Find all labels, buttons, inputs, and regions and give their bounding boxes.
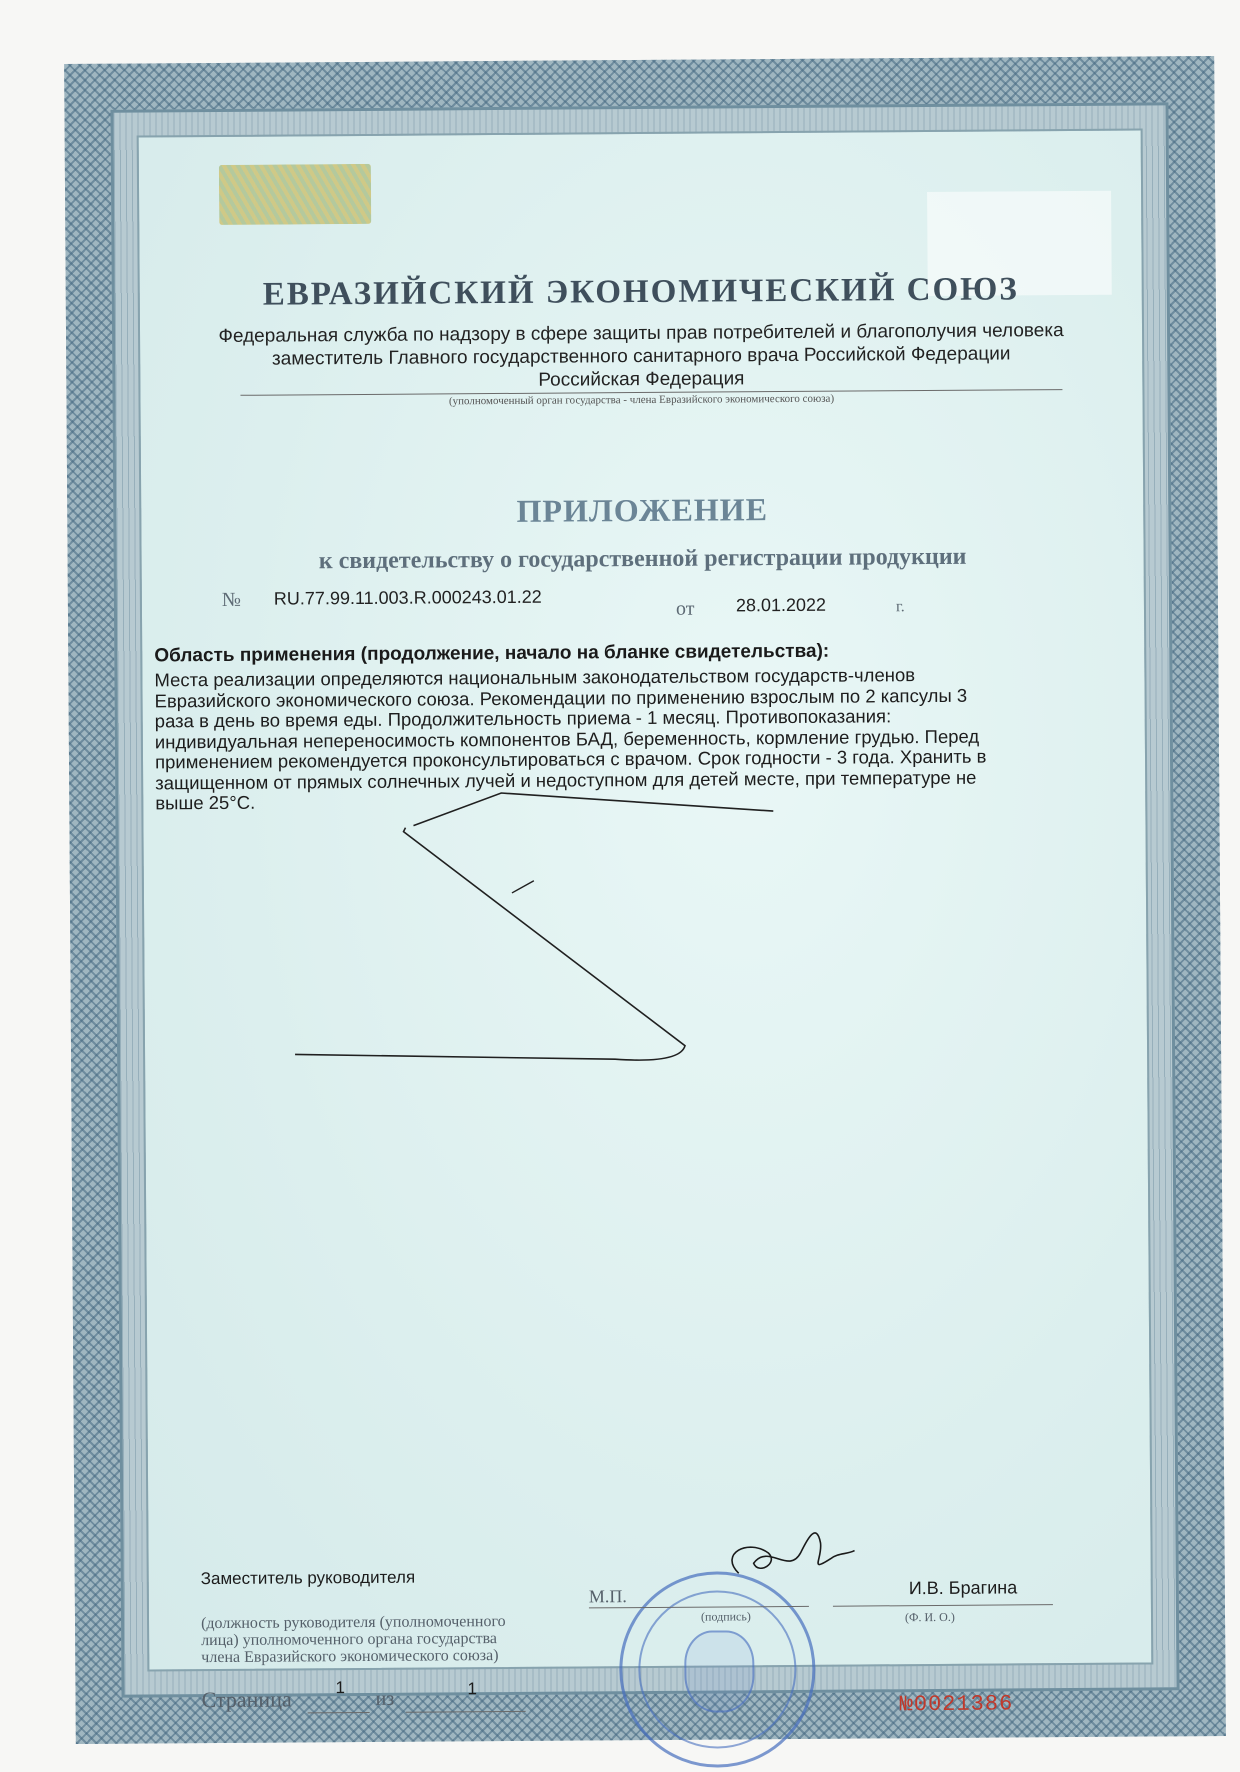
- name-line: [833, 1604, 1053, 1607]
- year-suffix: г.: [895, 598, 905, 616]
- scope-line: раза в день во время еды. Продолжительность приема - 1 месяц. Противопоказания:: [154, 705, 892, 732]
- document-field: [137, 129, 1154, 1718]
- scope-line: индивидуальная непереносимость компонентов БАД, беременность, кормление грудью. Перед: [154, 725, 980, 752]
- certificate-sheet: [64, 56, 1226, 1744]
- name-caption: (Ф. И. О.): [904, 1609, 955, 1625]
- agency-line: заместитель Главного государственного санитарного врача Российской Федерации: [271, 343, 1011, 370]
- position-caption: [201, 1613, 506, 1666]
- registration-number: RU.77.99.11.003.R.000243.01.22: [273, 586, 542, 609]
- serial-number: №0021386: [899, 1691, 1014, 1718]
- registration-date: 28.01.2022: [735, 594, 827, 616]
- page-label: Страница: [201, 1686, 292, 1713]
- eagle-emblem-icon: [684, 1630, 755, 1712]
- signature-caption: (подпись): [700, 1609, 751, 1624]
- scope-line: применением рекомендуется проконсультироваться с врачом. Срок годности - 3 года. Хранить в: [154, 745, 987, 773]
- scope-line: Места реализации определяются национальным законодательством государств-членов: [154, 664, 916, 691]
- page-number: 1: [335, 1678, 346, 1698]
- caption-line: лица) уполномоченного органа государства: [201, 1630, 498, 1650]
- appendix-title: ПРИЛОЖЕНИЕ: [516, 491, 769, 529]
- handwritten-signature: [708, 1513, 859, 1594]
- z-strikeout-mark: [253, 783, 775, 1087]
- official-stamp: [619, 1571, 816, 1768]
- agency-line: Российская Федерация: [538, 368, 745, 391]
- page-total: 1: [467, 1679, 478, 1699]
- number-label: №: [221, 588, 242, 611]
- scope-line: выше 25°С.: [155, 791, 256, 814]
- scope-line: Евразийского экономического союза. Рекомендации по применению взрослым по 2 капсулы 3: [154, 684, 968, 711]
- caption-line: (должность руководителя (уполномоченного: [200, 1612, 506, 1633]
- scope-line: защищенном от прямых солнечных лучей и недоступном для детей месте, при температуре не: [155, 766, 977, 793]
- agency-caption: (уполномоченный орган государства - члена Евразийского экономического союза): [448, 392, 835, 408]
- scope-heading: Область применения (продолжение, начало на бланке свидетельства):: [154, 640, 830, 667]
- date-label: от: [675, 597, 695, 620]
- union-title: ЕВРАЗИЙСКИЙ ЭКОНОМИЧЕСКИЙ СОЮЗ: [262, 271, 1019, 313]
- signer-name: И.В. Брагина: [908, 1577, 1018, 1599]
- of-label: из: [375, 1687, 395, 1710]
- signer-position: Заместитель руководителя: [200, 1567, 416, 1589]
- caption-line: члена Евразийского экономического союза): [201, 1647, 499, 1667]
- hologram-sticker: [219, 164, 371, 225]
- stamp-mark: М.П.: [588, 1586, 627, 1607]
- appendix-subtitle: к свидетельству о государственной регистрации продукции: [318, 543, 967, 575]
- agency-block: [150, 319, 1132, 395]
- agency-line: Федеральная служба по надзору в сфере защиты прав потребителей и благополучия человека: [218, 320, 1064, 347]
